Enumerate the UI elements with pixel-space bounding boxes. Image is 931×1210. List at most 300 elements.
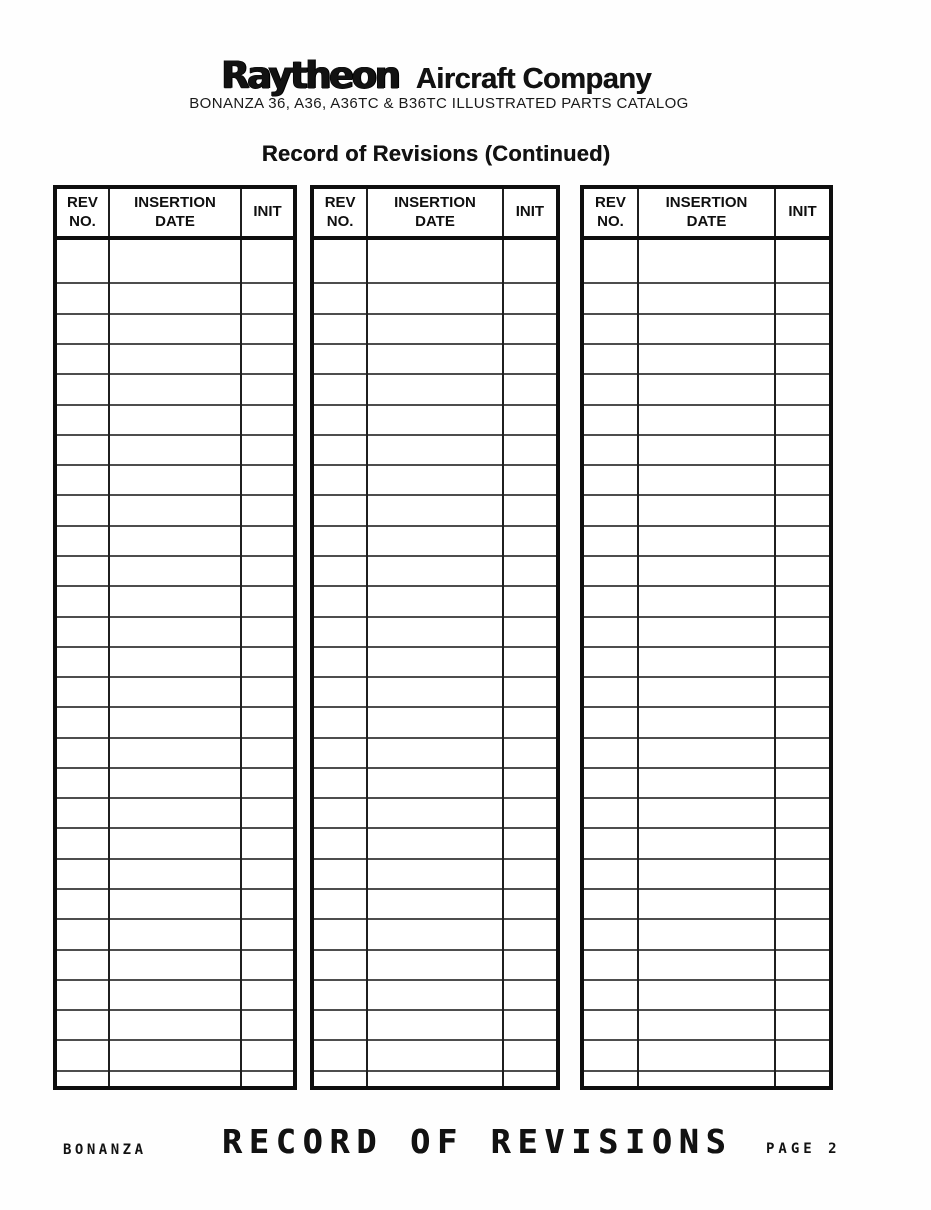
cell-rev-no: [57, 374, 109, 404]
cell-insertion-date: [367, 526, 503, 556]
table-row: [584, 919, 829, 949]
cell-init: [775, 283, 829, 313]
cell-rev-no: [584, 283, 638, 313]
cell-insertion-date: [109, 586, 241, 616]
cell-rev-no: [314, 238, 367, 283]
table-row: [57, 526, 293, 556]
cell-rev-no: [584, 238, 638, 283]
cell-rev-no: [57, 617, 109, 647]
table-row: [584, 314, 829, 344]
cell-init: [775, 526, 829, 556]
cell-init: [241, 738, 293, 768]
cell-insertion-date: [638, 344, 775, 374]
cell-init: [241, 374, 293, 404]
cell-rev-no: [584, 919, 638, 949]
cell-rev-no: [584, 768, 638, 798]
cell-insertion-date: [367, 1040, 503, 1070]
cell-rev-no: [57, 859, 109, 889]
cell-init: [241, 980, 293, 1010]
cell-init: [503, 495, 556, 525]
cell-insertion-date: [367, 647, 503, 677]
cell-insertion-date: [638, 465, 775, 495]
cell-init: [503, 526, 556, 556]
cell-rev-no: [584, 647, 638, 677]
cell-init: [241, 495, 293, 525]
catalog-subtitle: BONANZA 36, A36, A36TC & B36TC ILLUSTRATED PARTS CATALOG: [189, 95, 689, 112]
cell-insertion-date: [109, 556, 241, 586]
table-row: [314, 556, 556, 586]
cell-rev-no: [314, 617, 367, 647]
cell-init: [775, 889, 829, 919]
cell-init: [503, 374, 556, 404]
cell-rev-no: [57, 768, 109, 798]
cell-init: [503, 859, 556, 889]
cell-init: [503, 617, 556, 647]
cell-init: [241, 950, 293, 980]
cell-insertion-date: [367, 374, 503, 404]
cell-rev-no: [314, 344, 367, 374]
column-header-init: INIT: [503, 189, 556, 238]
cell-insertion-date: [109, 526, 241, 556]
cell-insertion-date: [367, 950, 503, 980]
cell-rev-no: [584, 314, 638, 344]
footer-title: RECORD OF REVISIONS: [222, 1122, 733, 1161]
table-row: [57, 828, 293, 858]
cell-insertion-date: [367, 677, 503, 707]
cell-rev-no: [314, 556, 367, 586]
cell-rev-no: [57, 1071, 109, 1086]
cell-rev-no: [57, 738, 109, 768]
cell-rev-no: [314, 798, 367, 828]
table-row: [57, 1010, 293, 1040]
cell-rev-no: [57, 405, 109, 435]
cell-init: [775, 980, 829, 1010]
cell-init: [241, 238, 293, 283]
cell-init: [241, 314, 293, 344]
cell-insertion-date: [638, 828, 775, 858]
cell-init: [241, 1040, 293, 1070]
table-row: [57, 859, 293, 889]
table-row: [57, 1071, 293, 1086]
cell-rev-no: [584, 889, 638, 919]
cell-rev-no: [584, 526, 638, 556]
cell-insertion-date: [638, 889, 775, 919]
table-row: [57, 283, 293, 313]
table-row: [57, 495, 293, 525]
cell-insertion-date: [367, 738, 503, 768]
cell-insertion-date: [638, 283, 775, 313]
cell-insertion-date: [109, 405, 241, 435]
table-row: [57, 677, 293, 707]
table-row: [584, 647, 829, 677]
cell-rev-no: [584, 617, 638, 647]
table-row: [314, 1071, 556, 1086]
cell-insertion-date: [367, 617, 503, 647]
table-row: [314, 495, 556, 525]
cell-init: [503, 465, 556, 495]
cell-insertion-date: [638, 950, 775, 980]
cell-init: [241, 617, 293, 647]
cell-insertion-date: [109, 707, 241, 737]
cell-init: [503, 1071, 556, 1086]
cell-rev-no: [314, 707, 367, 737]
cell-insertion-date: [367, 1071, 503, 1086]
cell-init: [775, 677, 829, 707]
cell-insertion-date: [638, 556, 775, 586]
cell-init: [503, 556, 556, 586]
cell-insertion-date: [109, 1010, 241, 1040]
cell-init: [775, 919, 829, 949]
cell-rev-no: [57, 798, 109, 828]
cell-insertion-date: [367, 980, 503, 1010]
cell-init: [241, 1071, 293, 1086]
cell-init: [241, 677, 293, 707]
cell-init: [503, 344, 556, 374]
cell-insertion-date: [638, 617, 775, 647]
table-row: [584, 526, 829, 556]
cell-rev-no: [314, 1071, 367, 1086]
table-row: [584, 556, 829, 586]
cell-rev-no: [314, 647, 367, 677]
table-row: [57, 617, 293, 647]
cell-init: [775, 314, 829, 344]
table-row: [57, 465, 293, 495]
cell-insertion-date: [367, 495, 503, 525]
table-row: [57, 798, 293, 828]
cell-init: [241, 768, 293, 798]
cell-insertion-date: [638, 314, 775, 344]
cell-init: [241, 889, 293, 919]
cell-init: [775, 374, 829, 404]
table-row: [314, 617, 556, 647]
cell-insertion-date: [638, 647, 775, 677]
cell-init: [503, 950, 556, 980]
cell-init: [503, 435, 556, 465]
cell-insertion-date: [638, 495, 775, 525]
cell-rev-no: [584, 1010, 638, 1040]
revision-table-3: [580, 185, 833, 1090]
table-row: [584, 586, 829, 616]
cell-init: [775, 798, 829, 828]
column-header-insertion-date: INSERTION DATE: [638, 189, 775, 238]
table-row: [314, 465, 556, 495]
cell-init: [503, 405, 556, 435]
table-row: [57, 647, 293, 677]
cell-rev-no: [57, 1040, 109, 1070]
revision-table-grid: [314, 189, 556, 1086]
table-row: [314, 1040, 556, 1070]
cell-insertion-date: [367, 586, 503, 616]
cell-rev-no: [584, 950, 638, 980]
cell-insertion-date: [367, 344, 503, 374]
cell-insertion-date: [638, 980, 775, 1010]
table-row: [584, 828, 829, 858]
table-row: [57, 238, 293, 283]
cell-init: [503, 768, 556, 798]
table-row: [57, 738, 293, 768]
cell-insertion-date: [638, 586, 775, 616]
table-row: [314, 677, 556, 707]
table-row: [57, 889, 293, 919]
cell-insertion-date: [109, 495, 241, 525]
table-row: [584, 283, 829, 313]
cell-rev-no: [314, 919, 367, 949]
cell-insertion-date: [109, 314, 241, 344]
cell-init: [503, 677, 556, 707]
page-title: Record of Revisions (Continued): [261, 141, 611, 166]
table-row: [584, 405, 829, 435]
table-row: [314, 405, 556, 435]
cell-init: [503, 889, 556, 919]
cell-init: [775, 617, 829, 647]
table-row: [314, 828, 556, 858]
cell-init: [503, 1010, 556, 1040]
table-row: [314, 919, 556, 949]
cell-init: [241, 859, 293, 889]
cell-insertion-date: [367, 859, 503, 889]
cell-rev-no: [584, 738, 638, 768]
footer-page-number: PAGE 2: [766, 1141, 841, 1157]
cell-insertion-date: [638, 707, 775, 737]
cell-init: [775, 1010, 829, 1040]
cell-init: [241, 798, 293, 828]
table-row: [57, 435, 293, 465]
cell-init: [241, 647, 293, 677]
cell-insertion-date: [109, 435, 241, 465]
cell-insertion-date: [367, 707, 503, 737]
cell-insertion-date: [367, 798, 503, 828]
cell-insertion-date: [109, 738, 241, 768]
cell-rev-no: [57, 435, 109, 465]
cell-rev-no: [57, 586, 109, 616]
cell-insertion-date: [109, 828, 241, 858]
cell-rev-no: [584, 707, 638, 737]
column-header-insertion-date: INSERTION DATE: [109, 189, 241, 238]
table-row: [314, 314, 556, 344]
cell-rev-no: [314, 495, 367, 525]
table-row: [584, 1040, 829, 1070]
cell-rev-no: [57, 283, 109, 313]
cell-init: [503, 980, 556, 1010]
cell-insertion-date: [109, 465, 241, 495]
table-row: [584, 738, 829, 768]
column-header-init: INIT: [241, 189, 293, 238]
cell-insertion-date: [638, 1040, 775, 1070]
table-row: [314, 768, 556, 798]
cell-insertion-date: [367, 919, 503, 949]
cell-insertion-date: [109, 647, 241, 677]
cell-rev-no: [57, 980, 109, 1010]
cell-insertion-date: [367, 405, 503, 435]
table-row: [584, 1010, 829, 1040]
table-row: [57, 556, 293, 586]
cell-init: [503, 314, 556, 344]
cell-init: [775, 344, 829, 374]
table-row: [584, 768, 829, 798]
cell-insertion-date: [109, 980, 241, 1010]
header-row: [584, 189, 829, 238]
cell-rev-no: [57, 556, 109, 586]
cell-insertion-date: [367, 828, 503, 858]
cell-init: [775, 465, 829, 495]
cell-insertion-date: [109, 283, 241, 313]
cell-rev-no: [314, 465, 367, 495]
cell-init: [503, 283, 556, 313]
cell-insertion-date: [367, 1010, 503, 1040]
cell-insertion-date: [109, 677, 241, 707]
cell-init: [503, 919, 556, 949]
cell-init: [775, 586, 829, 616]
cell-rev-no: [584, 405, 638, 435]
cell-init: [503, 586, 556, 616]
cell-rev-no: [57, 465, 109, 495]
header-row: [314, 189, 556, 238]
cell-rev-no: [57, 1010, 109, 1040]
table-row: [57, 344, 293, 374]
table-row: [314, 859, 556, 889]
cell-insertion-date: [638, 405, 775, 435]
cell-init: [241, 435, 293, 465]
cell-init: [775, 556, 829, 586]
table-row: [314, 798, 556, 828]
cell-init: [241, 465, 293, 495]
table-row: [314, 374, 556, 404]
table-row: [57, 919, 293, 949]
cell-init: [241, 283, 293, 313]
cell-insertion-date: [638, 1071, 775, 1086]
cell-rev-no: [57, 828, 109, 858]
cell-rev-no: [314, 435, 367, 465]
cell-init: [241, 556, 293, 586]
cell-rev-no: [314, 889, 367, 919]
revision-table-grid: [57, 189, 293, 1086]
revision-table-grid: [584, 189, 829, 1086]
cell-init: [775, 435, 829, 465]
table-row: [584, 435, 829, 465]
cell-rev-no: [584, 586, 638, 616]
column-header-rev-no: REV NO.: [57, 189, 109, 238]
cell-init: [775, 768, 829, 798]
cell-rev-no: [57, 344, 109, 374]
table-row: [57, 1040, 293, 1070]
cell-insertion-date: [638, 859, 775, 889]
cell-rev-no: [314, 677, 367, 707]
cell-rev-no: [57, 919, 109, 949]
cell-init: [775, 738, 829, 768]
cell-insertion-date: [638, 238, 775, 283]
cell-init: [503, 707, 556, 737]
table-row: [584, 798, 829, 828]
cell-rev-no: [314, 314, 367, 344]
table-row: [314, 950, 556, 980]
cell-rev-no: [314, 859, 367, 889]
table-row: [584, 859, 829, 889]
cell-insertion-date: [109, 889, 241, 919]
table-row: [57, 405, 293, 435]
cell-init: [241, 526, 293, 556]
cell-insertion-date: [109, 1071, 241, 1086]
table-row: [584, 344, 829, 374]
cell-insertion-date: [109, 798, 241, 828]
cell-rev-no: [584, 465, 638, 495]
cell-rev-no: [57, 677, 109, 707]
cell-insertion-date: [109, 859, 241, 889]
table-row: [314, 344, 556, 374]
cell-rev-no: [314, 405, 367, 435]
table-row: [584, 1071, 829, 1086]
cell-insertion-date: [109, 919, 241, 949]
cell-init: [241, 344, 293, 374]
cell-insertion-date: [638, 768, 775, 798]
cell-rev-no: [584, 828, 638, 858]
cell-insertion-date: [367, 889, 503, 919]
cell-rev-no: [314, 526, 367, 556]
table-row: [584, 677, 829, 707]
table-row: [57, 707, 293, 737]
table-row: [584, 950, 829, 980]
cell-rev-no: [57, 889, 109, 919]
revision-table-2: [310, 185, 560, 1090]
cell-insertion-date: [638, 919, 775, 949]
cell-insertion-date: [638, 798, 775, 828]
table-row: [314, 1010, 556, 1040]
cell-rev-no: [584, 980, 638, 1010]
cell-rev-no: [584, 677, 638, 707]
revision-table-1: [53, 185, 297, 1090]
cell-rev-no: [314, 1010, 367, 1040]
cell-rev-no: [57, 950, 109, 980]
cell-insertion-date: [367, 283, 503, 313]
cell-init: [775, 1071, 829, 1086]
table-row: [314, 283, 556, 313]
cell-rev-no: [584, 374, 638, 404]
cell-insertion-date: [367, 238, 503, 283]
cell-init: [775, 405, 829, 435]
table-row: [584, 707, 829, 737]
column-header-init: INIT: [775, 189, 829, 238]
table-row: [584, 465, 829, 495]
cell-rev-no: [57, 647, 109, 677]
cell-init: [503, 738, 556, 768]
table-row: [57, 314, 293, 344]
cell-rev-no: [584, 1040, 638, 1070]
table-row: [57, 950, 293, 980]
cell-rev-no: [314, 1040, 367, 1070]
table-row: [584, 980, 829, 1010]
cell-init: [775, 647, 829, 677]
table-row: [584, 617, 829, 647]
table-row: [314, 738, 556, 768]
cell-insertion-date: [367, 556, 503, 586]
cell-rev-no: [314, 586, 367, 616]
cell-insertion-date: [638, 526, 775, 556]
table-row: [57, 768, 293, 798]
cell-insertion-date: [367, 768, 503, 798]
table-row: [314, 707, 556, 737]
cell-insertion-date: [638, 1010, 775, 1040]
table-row: [314, 647, 556, 677]
cell-insertion-date: [638, 677, 775, 707]
cell-rev-no: [57, 314, 109, 344]
cell-init: [503, 798, 556, 828]
cell-rev-no: [584, 495, 638, 525]
table-row: [584, 238, 829, 283]
table-row: [584, 495, 829, 525]
cell-rev-no: [314, 768, 367, 798]
raytheon-logo: Raytheon: [220, 54, 399, 97]
cell-init: [241, 707, 293, 737]
cell-init: [503, 647, 556, 677]
